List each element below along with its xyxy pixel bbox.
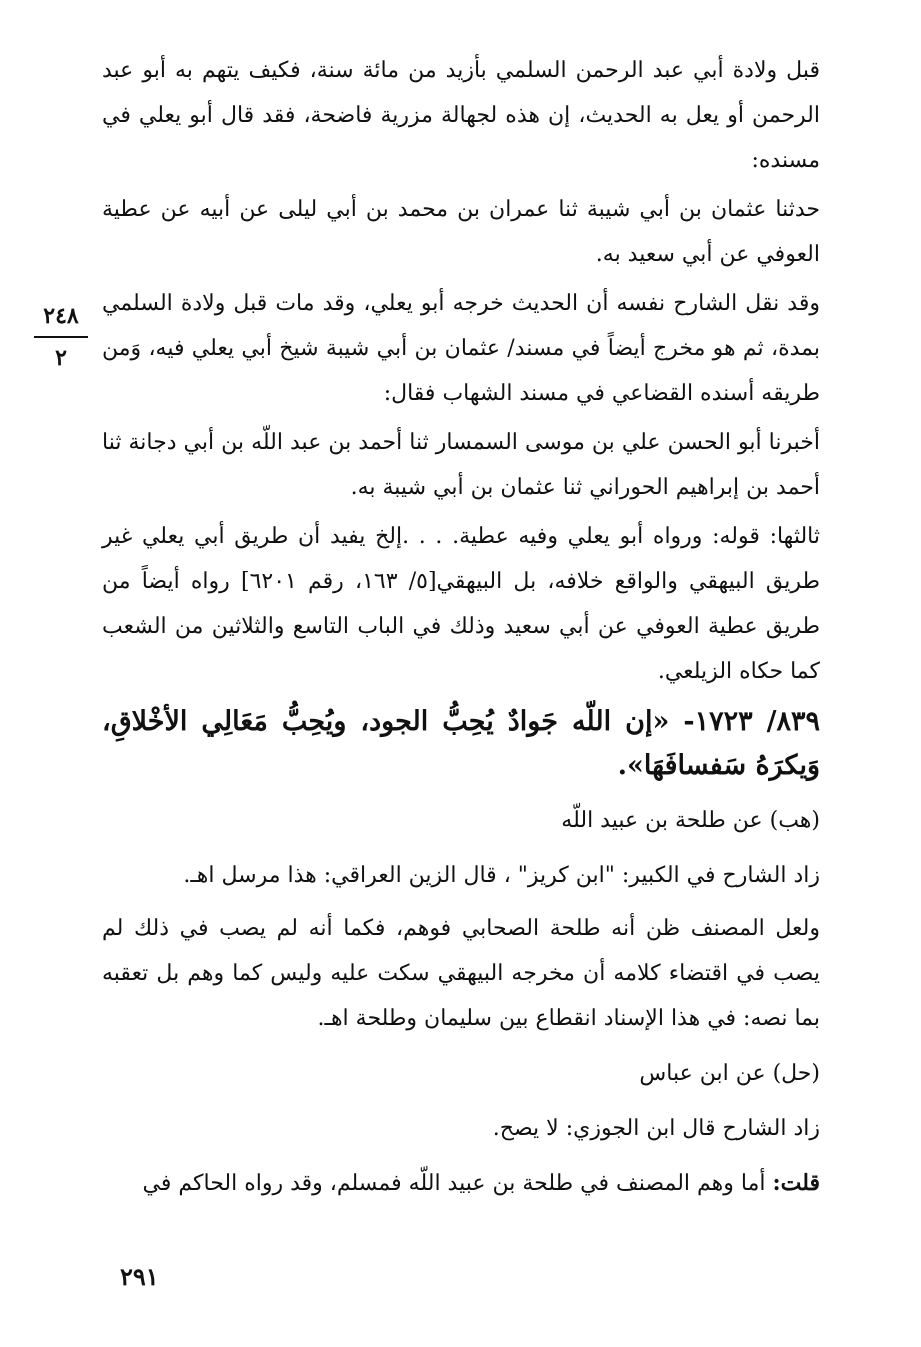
paragraph-11-text: أما وهم المصنف في طلحة بن عبيد اللّه فمسلم، وقد رواه الحاكم في bbox=[142, 1171, 773, 1196]
margin-reference bbox=[32, 300, 90, 374]
source-line-2: (حل) عن ابن عباس bbox=[639, 1061, 820, 1086]
source-line-1: (هب) عن طلحة بن عبيد اللّه bbox=[561, 808, 820, 833]
paragraph-1: قبل ولادة أبي عبد الرحمن السلمي بأزيد من مائة سنة، فكيف يتهم به أبو عبد الرحمن أو يعل به الحديث، إن هذه لجهالة مزرية فاضحة، فقد قال أبو يعلي في مسنده: bbox=[102, 58, 820, 173]
paragraph-11 bbox=[102, 1161, 820, 1206]
paragraph-7: زاد الشارح في الكبير: "ابن كريز" ، قال الزين العراقي: هذا مرسل اهـ. bbox=[183, 863, 820, 888]
paragraph-2: حدثنا عثمان بن أبي شيبة ثنا عمران بن محمد بن أبي ليلى عن أبيه عن عطية العوفي عن أبي سعيد به. bbox=[102, 197, 820, 267]
qult-label: قلت: bbox=[772, 1170, 820, 1196]
margin-reference-bottom: ٢ bbox=[55, 345, 67, 371]
margin-reference-top: ٢٤٨ bbox=[43, 303, 79, 329]
paragraph-10: زاد الشارح قال ابن الجوزي: لا يصح. bbox=[492, 1116, 820, 1141]
paragraph-5: ثالثها: قوله: ورواه أبو يعلي وفيه عطية. . . .إلخ يفيد أن طريق أبي يعلي غير طريق البيهقي والواقع خلافه، بل البيهقي[٥/ ١٦٣، رقم ٦٢٠١] رواه أيضاً من طريق عطية العوفي عن أبي سعيد وذلك في الباب التاسع والثلاثين من الشعب كما حكاه الزيلعي. bbox=[102, 524, 821, 684]
text-column bbox=[102, 48, 820, 1214]
margin-reference-rule bbox=[34, 336, 88, 338]
paragraph-8: ولعل المصنف ظن أنه طلحة الصحابي فوهم، فكما أنه لم يصب في ذلك لم يصب في اقتضاء كلامه أن مخرجه البيهقي سكت عليه وليس كما وهم بل تعقبه بما نصه: في هذا الإسناد انقطاع بين سليمان وطلحة اهـ. bbox=[102, 916, 820, 1031]
paragraph-3: وقد نقل الشارح نفسه أن الحديث خرجه أبو يعلي، وقد مات قبل ولادة السلمي بمدة، ثم هو مخرج أيضاً في مسند/ عثمان بن أبي شيبة شيخ أبي يعلي فيه، وَمن طريقه أسنده القضاعي في مسند الشهاب فقال: bbox=[102, 291, 820, 406]
paragraph-4: أخبرنا أبو الحسن علي بن موسى السمسار ثنا أحمد بن عبد اللّه بن أبي دجانة ثنا أحمد بن إبراهيم الحوراني ثنا عثمان بن أبي شيبة به. bbox=[102, 430, 820, 500]
hadith-text: ٨٣٩/ ١٧٢٣- «إن اللّه جَوادٌ يُحِبُّ الجود، ويُحِبُّ مَعَالِي الأخْلاقِ، وَيكرَهُ سَفسافَهَا». bbox=[102, 706, 820, 781]
page-number: ٢٩١ bbox=[120, 1262, 159, 1291]
